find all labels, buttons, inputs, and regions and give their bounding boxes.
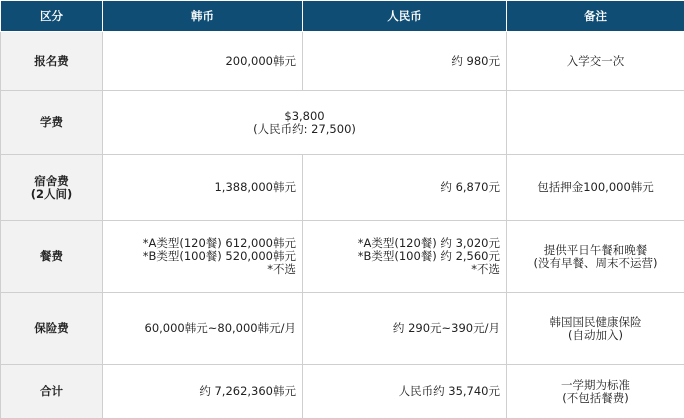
cny-cell: 约 6,870元 <box>303 155 507 221</box>
table-row-dormitory <box>1 155 684 221</box>
table-row-total <box>1 365 684 419</box>
krw-cell: 200,000韩元 <box>103 32 303 91</box>
cny-cell: 人民币约 35,740元 <box>303 365 507 419</box>
header-krw: 韩币 <box>103 1 303 32</box>
table-row-registration <box>1 32 684 91</box>
table-row-insurance <box>1 293 684 365</box>
cny-cell: *A类型(120餐) 约 3,020元 *B类型(100餐) 约 2,560元 *不选 <box>303 221 507 293</box>
note-cell: 一学期为标准 (不包括餐费) <box>507 365 684 419</box>
row-label: 合计 <box>1 365 103 419</box>
note-cell: 韩国国民健康保险 (自动加入) <box>507 293 684 365</box>
merged-cell: $3,800 (人民币约: 27,500) <box>103 91 507 155</box>
row-label: 宿舍费 (2人间) <box>1 155 103 221</box>
cny-cell: 约 980元 <box>303 32 507 91</box>
row-label: 学费 <box>1 91 103 155</box>
note-cell: 提供平日午餐和晚餐 (没有早餐、周末不运营) <box>507 221 684 293</box>
row-label: 餐费 <box>1 221 103 293</box>
krw-cell: 1,388,000韩元 <box>103 155 303 221</box>
header-cny: 人民币 <box>303 1 507 32</box>
header-row <box>1 1 684 32</box>
table-row-meals <box>1 221 684 293</box>
krw-cell: 约 7,262,360韩元 <box>103 365 303 419</box>
header-category: 区分 <box>1 1 103 32</box>
row-label: 报名费 <box>1 32 103 91</box>
note-cell: 入学交一次 <box>507 32 684 91</box>
table-row-tuition <box>1 91 684 155</box>
note-cell <box>507 91 684 155</box>
krw-cell: *A类型(120餐) 612,000韩元 *B类型(100餐) 520,000韩元 *不选 <box>103 221 303 293</box>
row-label: 保险费 <box>1 293 103 365</box>
header-note: 备注 <box>507 1 684 32</box>
cny-cell: 约 290元~390元/月 <box>303 293 507 365</box>
note-cell: 包括押金100,000韩元 <box>507 155 684 221</box>
krw-cell: 60,000韩元~80,000韩元/月 <box>103 293 303 365</box>
